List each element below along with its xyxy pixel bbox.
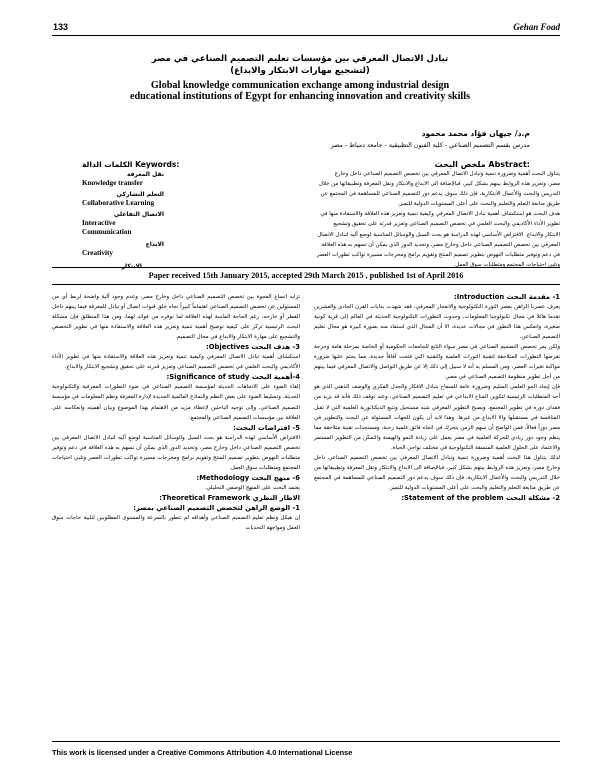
paragraph: استكشاف أهمية تبادل الاتصال المعرفي وكيفية تنمية وتعزيز هذه العلاقة والاستفادة منها في تطوير الأداء الأكاديمي والبحث العلمي في تخصص التصميم الصناعي وتعزيز قدرته على تحقيق وتشجيع الابتكار والابداع. bbox=[52, 354, 300, 371]
abstract-line: الابتكار والابداع. الافتراض الأساسي لهذه الدراسة هو بحث السبل والوسائل المناسبة لوضع آليه لتبادل الاتصال bbox=[317, 231, 560, 238]
english-title-line-2: educational institutions of Egypt for enhancing innovation and creativity skills bbox=[129, 91, 471, 102]
section-heading: 2- مشكلة البحث Statement of the problem: bbox=[401, 493, 560, 502]
section-heading: 6- منهج البحث Methodology: bbox=[196, 473, 300, 482]
author-name: م.د/ جيهان فؤاد محمد محمود bbox=[421, 129, 530, 138]
keyword-2-ar: التعلم التشاركي bbox=[116, 191, 164, 198]
paper-received-note: Paper received 15th January 2015, accepted 29th March 2015 , published 1st of April 2016 bbox=[52, 267, 560, 285]
left-column bbox=[52, 292, 300, 533]
abstract-line: المعرفي بين تخصص التصميم الصناعي داخل وخارج مصر، وتحديد الدور الذي يمكن أن تسهم به هذه العلاقة bbox=[321, 241, 560, 248]
paragraph: يعتمد البحث على المنهج الوصفي التحليلي. bbox=[204, 484, 300, 491]
section-heading: 3- هدف البحث Objectives: bbox=[206, 343, 300, 352]
right-column bbox=[314, 292, 560, 503]
paragraph: الافتراض الأساسي لهذه الدراسة هو بحث السبل والوسائل المناسبة لوضع آليه لتبادل الاتصال المعرفي بين تخصص التصميم الصناعي داخل وخارج مصر، وتحديد الدور الذي يمكن أن تسهم به هذه العلاقة في دعم وتوفير متطلبات النهوض بتطوير تصميم المنتج وتقويم برامج ومخرجات مسيرة تواكب تطورات العصر وتلبي احتياجات المجتمع ومتطلبات سوق العمل. bbox=[52, 434, 300, 471]
keyword-4-ar: الابداع bbox=[145, 241, 164, 248]
keyword-3 bbox=[82, 210, 164, 237]
keyword-3-en: Interactive Communication bbox=[82, 219, 132, 236]
arabic-title-line-2: (لتشجيع مهارات الابتكار والابداع) bbox=[230, 66, 370, 76]
abstract-line: التدريس والبحث والأعمال الابتكارية، فإن ذلك سوف يدعم دور التصميم الصناعي للمساهمة في المجتمع عن bbox=[320, 191, 560, 198]
keyword-2 bbox=[82, 190, 164, 208]
keyword-1-ar: نقل المعرفة bbox=[126, 171, 164, 178]
abstract-body bbox=[172, 169, 560, 270]
section-heading: 4-أهمية البحث Significance of study: bbox=[166, 373, 300, 382]
paragraph: لذلك يتناول هذا البحث أهمية وضرورة تنمية وتبادل الاتصال المعرفي بين تخصص التصميم الصناعي داخل وخارج مصر، وتعزيز هذه الروابط بينهم بشكل كبير، فبالإضافة الى الابداع والابتكار ونقل المعرفة وتطبيقاتها من خلال التدريس والبحث والأعمال الابتكارية، فإن ذلك سوف يدعم دور التصميم الصناعي للمساهمة في المجتمع عن طريق متابعة التعلم والتعليم والبحث على أعلى المستويات الدولية للتميز. bbox=[314, 454, 560, 491]
paragraph: فإن إيجاد الجو العلمي السليم وضرورة عامة للسماح بتبادل الافكار والجدل الفكري والوصف الذهني الذي هو أحد المتطلبات الرئيسية لتكوين المناخ الابداعي في تعليم التصميم الصناعي، وعند توقف ذلك فأنه قد يزيد من فقدان دوره في تطوير المجتمع، ويصبح التطوير المعرفي شبه مستحيل وتتبع الديكتاتورية العلمية التي لا تقبل المنافسة في مستقبلها والا الابداع من غيرها. وهذا لابد أن يكون للجهات المسئولة عن البحث والتطوير في مصر دوراً فعالاً، فمن الواضح أن سهم الزمن يتحرك في اتجاه فائق علمية رحبة، ومستجدات تقنية متلاحقة مما ينظم وجود دور ريادي للحركة العلمية في مصر يعمل على زيادة النمو والهيمنة والتمكن من التطوير المستمر والاعتماد على الحلول العلمية المتسقة التكنولوجية في مختلف نواحي الحياة. bbox=[314, 384, 560, 451]
header-rule bbox=[52, 35, 560, 36]
keyword-3-ar: الاتصال التفاعلي bbox=[113, 211, 164, 218]
abstract-line: في دعم وتوفير متطلبات النهوض بتطوير تصميم المنتج وتقويم برامج ومخرجات مسيرة تواكب تطورات العصر bbox=[316, 251, 560, 258]
keyword-4 bbox=[82, 240, 164, 258]
running-head-author: Gehan Foad bbox=[513, 22, 560, 32]
abstract-heading: ملخص البحث Abstract: bbox=[434, 160, 530, 169]
section-heading: 1- مقدمة البحث Introduction: bbox=[454, 293, 560, 301]
keyword-4-en: Creativity bbox=[82, 249, 114, 257]
keywords-heading: الكلمات الدالة Keywords: bbox=[82, 160, 180, 169]
page-number: 133 bbox=[53, 22, 69, 32]
keyword-1-en: Knowledge transfer bbox=[82, 179, 143, 187]
keyword-5-ar: الابتكار bbox=[121, 263, 142, 270]
license-footer: This work is licensed under a Creative Commons Attribution 4.0 International License bbox=[52, 748, 353, 757]
paragraph: إلقاء الضوء على الاتجاهات الحديثة لمؤسسة التصميم الصناعي في ضوء التطورات المعرفية والتكنولوجية الحديثة، وتسليط الضوء على بعض النظم والنماذج العالمية الجديدة لإدارة المعرفة ونظم المعلومات في مؤسسة التصميم الصناعي، وإلى توجيه الباحثين لإعطاء مزيد من الاهتمام بهذا الموضوع وبيان أهميته وانعكاسه على العلاقة بين مؤسسات التصميم الصناعي والمجتمع. bbox=[52, 384, 300, 421]
abstract-line: يتناول البحث أهمية وضرورة تنمية وتبادل الاتصال المعرفي بين تخصص التصميم الصناعي داخل وخارج bbox=[334, 171, 560, 177]
abstract-line: تطوير الأداء الأكاديمي والبحث العلمي في تخصص التصميم الصناعي وتعزيز قدرته على تحقيق وتشجيع bbox=[333, 221, 560, 228]
section-heading: الاطار النظري Theoretical Framework: bbox=[159, 493, 300, 502]
abstract-line: هدف البحث هو استكشاف أهمية تبادل الاتصال المعرفي وكيفية تنمية وتعزيز هذه العلاقة والاستفادة منها في bbox=[320, 211, 560, 218]
english-title-line-1: Global knowledge communication exchange among industrial design bbox=[150, 80, 450, 91]
english-title bbox=[40, 80, 560, 102]
arabic-title-line-1: تبادل الاتصال المعرفي بين مؤسسات تعليم التصميم الصناعي في مصر bbox=[151, 54, 449, 64]
section-heading: 5- افتراضات البحث: bbox=[233, 423, 300, 432]
paragraph: تزايد اتساع الفجوة بين تخصص التصميم الصناعي داخل وخارج مصر، وعدم وجود آلية واضحة لربط أي من المسئولين عن تخصص التصميم الصناعي اهتماماً كبيراً تجاه خلق قنوات اتصال أو تبادل للمعرفة فيما بينهم داخل القطر أو خارجه، رغم الحاجة الماسة لهذه العلاقة لما توفره من فوائد لهما، ومن هذا المنطلق فإن مشكلة البحث الرئيسية تركز على كيفية توضيح أهمية تنمية وتعزيز هذه العلاقة والاستفادة منها في تطوير التخصص والتشجيع على مهارة الابتكار والابداع في مجال التصميم. bbox=[52, 294, 300, 341]
abstract-line: مصر، وتعزيز هذه الروابط بينهم بشكل كبير، فبالإضافة الى الابداع والابتكار ونقل المعرفة وتطبيقاتها من خلال bbox=[318, 181, 560, 188]
keyword-1 bbox=[82, 170, 164, 188]
author-affiliation: مدرس بقسم التصميم الصناعي - كلية الفنون التطبيقية - جامعة دمياط - مصر bbox=[330, 142, 530, 149]
keyword-2-en: Collaborative Learning bbox=[82, 199, 155, 207]
paragraph: يعرف عصرنا الراهن بعصر الثورة التكنولوجية والانفجار المعرفي، فقد شهدت بدايات القرن الحادي والعشرين تقدما هائلا في مجال تكنولوجيا المعلومات، وحدوث التطورات التكنولوجية الحديثة في العالم إلى قرية كونية صغيرة، وانعكس هذا التطور في مجالات عديدة، الا أن المجال الذي استفاد منه بصورة كبيرة هو مجال تعليم التصميم الصناعي. bbox=[314, 304, 560, 341]
paragraph: إن هيكل ونظم تعليم التصميم الصناعي وأهدافه لم تتطور بالسرعة والمستوى المطلوبين لتلبية حاجات سوق العمل ومواجهة التحديات bbox=[52, 515, 300, 532]
arabic-title bbox=[40, 53, 560, 77]
section-heading: 1- الوضع الراهن لتخصص التصميم الصناعي بمصر: bbox=[133, 503, 300, 512]
footer-rule bbox=[52, 741, 560, 742]
paragraph: ولكن يمر تخصص التصميم الصناعي في مصر سواء التابع للجامعات الحكومية أو الخاصة بمرحلة هامة وحرجة تفرضها التطورات المتلاحقة لتقنية الثورات العلمية والتقنية التي فتحت آفاقاً جديدة، مما يحتم عليها ضرورة مواكبة تغيرات العصر، ومن المسلم به أنه لا سبيل إلى ذلك إلا عن طريق التواصل والاتصال المعرفي فيما بينهم من أجل تطوير منظومة التصميم الصناعي في مصر. bbox=[314, 344, 560, 381]
abstract-line: طريق متابعة التعلم والتعليم والبحث على أعلى المستويات الدولية للتميز. bbox=[397, 201, 560, 208]
abstract-line: وتلبي احتياجات المجتمع ومتطلبات سوق العمل. bbox=[453, 261, 560, 268]
